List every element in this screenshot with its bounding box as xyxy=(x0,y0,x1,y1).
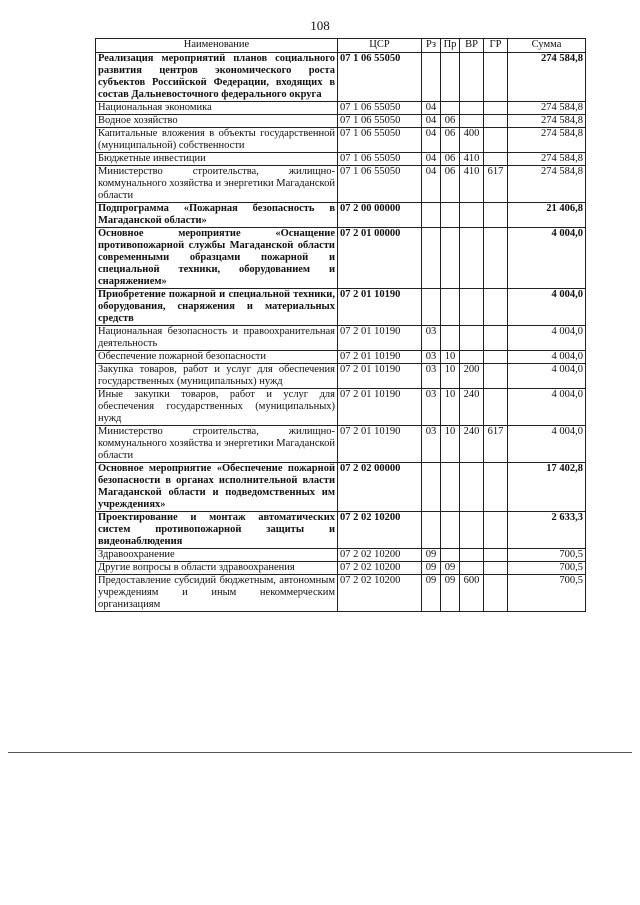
table-row xyxy=(96,562,586,575)
cell-pr: 10 xyxy=(441,351,460,364)
cell-rz xyxy=(422,228,441,289)
cell-rz: 03 xyxy=(422,389,441,426)
cell-name: Капитальные вложения в объекты государственной (муниципальной) собственности xyxy=(96,128,338,153)
cell-name: Иные закупки товаров, работ и услуг для обеспечения государственных (муниципальных) нужд xyxy=(96,389,338,426)
cell-pr: 06 xyxy=(441,115,460,128)
cell-name: Национальная экономика xyxy=(96,102,338,115)
cell-csr: 07 2 02 10200 xyxy=(338,575,422,612)
cell-name: Подпрограмма «Пожарная безопасность в Магаданской области» xyxy=(96,203,338,228)
table-row xyxy=(96,203,586,228)
cell-pr: 09 xyxy=(441,575,460,612)
cell-csr: 07 2 00 00000 xyxy=(338,203,422,228)
header-name: Наименование xyxy=(96,39,338,53)
cell-pr xyxy=(441,203,460,228)
cell-name: Министерство строительства, жилищно-коммунального хозяйства и энергетики Магаданской области xyxy=(96,166,338,203)
cell-name: Реализация мероприятий планов социального развития центров экономического роста субъектов Российской Федерации, входящих в состав Дальневосточного федерального округа xyxy=(96,53,338,102)
cell-name: Основное мероприятие «Оснащение противопожарной службы Магаданской области современными образцами пожарной и специальной техники, оборудованием и снаряжением» xyxy=(96,228,338,289)
cell-csr: 07 1 06 55050 xyxy=(338,166,422,203)
cell-vr: 240 xyxy=(460,426,484,463)
table-row xyxy=(96,389,586,426)
table-row xyxy=(96,351,586,364)
cell-rz: 04 xyxy=(422,102,441,115)
cell-vr xyxy=(460,102,484,115)
cell-rz: 03 xyxy=(422,326,441,351)
cell-gr xyxy=(484,575,508,612)
cell-gr xyxy=(484,562,508,575)
cell-gr: 617 xyxy=(484,426,508,463)
cell-vr xyxy=(460,463,484,512)
table-row xyxy=(96,512,586,549)
cell-rz xyxy=(422,203,441,228)
cell-csr: 07 1 06 55050 xyxy=(338,53,422,102)
cell-gr: 617 xyxy=(484,166,508,203)
cell-pr xyxy=(441,512,460,549)
cell-gr xyxy=(484,326,508,351)
cell-pr xyxy=(441,53,460,102)
cell-vr xyxy=(460,512,484,549)
table-row xyxy=(96,549,586,562)
cell-sum: 274 584,8 xyxy=(508,53,586,102)
cell-name: Другие вопросы в области здравоохранения xyxy=(96,562,338,575)
cell-csr: 07 2 02 10200 xyxy=(338,562,422,575)
table-row xyxy=(96,128,586,153)
cell-pr xyxy=(441,463,460,512)
cell-gr xyxy=(484,153,508,166)
cell-pr: 09 xyxy=(441,562,460,575)
cell-gr xyxy=(484,351,508,364)
cell-gr xyxy=(484,53,508,102)
cell-sum: 700,5 xyxy=(508,562,586,575)
cell-vr xyxy=(460,53,484,102)
cell-rz: 09 xyxy=(422,549,441,562)
cell-gr xyxy=(484,512,508,549)
cell-sum: 274 584,8 xyxy=(508,153,586,166)
table-row xyxy=(96,115,586,128)
cell-csr: 07 2 01 10190 xyxy=(338,326,422,351)
table-row xyxy=(96,326,586,351)
cell-rz: 03 xyxy=(422,426,441,463)
table-body xyxy=(96,53,586,612)
cell-sum: 4 004,0 xyxy=(508,389,586,426)
table-row xyxy=(96,102,586,115)
cell-name: Бюджетные инвестиции xyxy=(96,153,338,166)
cell-rz xyxy=(422,512,441,549)
header-vr: ВР xyxy=(460,39,484,53)
table-row xyxy=(96,364,586,389)
cell-gr xyxy=(484,203,508,228)
header-rz: Рз xyxy=(422,39,441,53)
cell-name: Приобретение пожарной и специальной техники, оборудования, снаряжения и материальных средств xyxy=(96,289,338,326)
cell-gr xyxy=(484,549,508,562)
table-row xyxy=(96,228,586,289)
table-row xyxy=(96,53,586,102)
cell-sum: 21 406,8 xyxy=(508,203,586,228)
cell-vr xyxy=(460,549,484,562)
table-header-row xyxy=(96,39,586,53)
cell-csr: 07 1 06 55050 xyxy=(338,128,422,153)
cell-pr: 06 xyxy=(441,153,460,166)
cell-vr: 410 xyxy=(460,153,484,166)
header-sum: Сумма xyxy=(508,39,586,53)
cell-name: Водное хозяйство xyxy=(96,115,338,128)
cell-pr: 06 xyxy=(441,128,460,153)
cell-vr xyxy=(460,228,484,289)
cell-vr xyxy=(460,115,484,128)
cell-name: Министерство строительства, жилищно-коммунального хозяйства и энергетики Магаданской области xyxy=(96,426,338,463)
cell-vr: 240 xyxy=(460,389,484,426)
cell-vr: 600 xyxy=(460,575,484,612)
cell-rz: 09 xyxy=(422,562,441,575)
table-row xyxy=(96,463,586,512)
cell-rz: 04 xyxy=(422,153,441,166)
cell-csr: 07 2 01 10190 xyxy=(338,364,422,389)
cell-vr: 200 xyxy=(460,364,484,389)
cell-csr: 07 1 06 55050 xyxy=(338,115,422,128)
cell-vr xyxy=(460,326,484,351)
cell-rz xyxy=(422,53,441,102)
header-pr: Пр xyxy=(441,39,460,53)
cell-vr: 400 xyxy=(460,128,484,153)
cell-csr: 07 2 01 10190 xyxy=(338,289,422,326)
cell-pr xyxy=(441,289,460,326)
cell-name: Основное мероприятие «Обеспечение пожарной безопасности в органах исполнительной власти Магаданской области и подведомственных им учреждениях» xyxy=(96,463,338,512)
cell-sum: 700,5 xyxy=(508,575,586,612)
cell-name: Предоставление субсидий бюджетным, автономным учреждениям и иным некоммерческим организациям xyxy=(96,575,338,612)
cell-gr xyxy=(484,228,508,289)
cell-vr xyxy=(460,289,484,326)
cell-name: Обеспечение пожарной безопасности xyxy=(96,351,338,364)
cell-csr: 07 2 02 10200 xyxy=(338,512,422,549)
cell-csr: 07 1 06 55050 xyxy=(338,102,422,115)
table-row xyxy=(96,166,586,203)
table-row xyxy=(96,575,586,612)
cell-gr xyxy=(484,102,508,115)
cell-pr xyxy=(441,102,460,115)
cell-rz: 04 xyxy=(422,128,441,153)
cell-gr xyxy=(484,128,508,153)
cell-vr xyxy=(460,562,484,575)
cell-sum: 4 004,0 xyxy=(508,289,586,326)
cell-sum: 4 004,0 xyxy=(508,426,586,463)
cell-sum: 4 004,0 xyxy=(508,364,586,389)
header-gr: ГР xyxy=(484,39,508,53)
cell-pr: 10 xyxy=(441,389,460,426)
cell-gr xyxy=(484,389,508,426)
cell-rz xyxy=(422,463,441,512)
cell-sum: 4 004,0 xyxy=(508,351,586,364)
cell-gr xyxy=(484,463,508,512)
cell-pr: 10 xyxy=(441,364,460,389)
cell-rz: 04 xyxy=(422,115,441,128)
table-row xyxy=(96,153,586,166)
cell-sum: 274 584,8 xyxy=(508,102,586,115)
cell-sum: 274 584,8 xyxy=(508,128,586,153)
cell-csr: 07 2 02 00000 xyxy=(338,463,422,512)
cell-pr xyxy=(441,228,460,289)
cell-gr xyxy=(484,364,508,389)
cell-sum: 274 584,8 xyxy=(508,166,586,203)
cell-gr xyxy=(484,115,508,128)
cell-sum: 17 402,8 xyxy=(508,463,586,512)
cell-rz: 09 xyxy=(422,575,441,612)
cell-csr: 07 2 01 10190 xyxy=(338,389,422,426)
cell-name: Национальная безопасность и правоохранительная деятельность xyxy=(96,326,338,351)
cell-pr: 06 xyxy=(441,166,460,203)
table-row xyxy=(96,289,586,326)
header-csr: ЦСР xyxy=(338,39,422,53)
cell-name: Закупка товаров, работ и услуг для обеспечения государственных (муниципальных) нужд xyxy=(96,364,338,389)
cell-rz xyxy=(422,289,441,326)
table-row xyxy=(96,426,586,463)
cell-pr: 10 xyxy=(441,426,460,463)
cell-csr: 07 2 02 10200 xyxy=(338,549,422,562)
cell-vr xyxy=(460,351,484,364)
bottom-divider xyxy=(8,752,632,753)
cell-csr: 07 2 01 00000 xyxy=(338,228,422,289)
cell-vr xyxy=(460,203,484,228)
cell-sum: 4 004,0 xyxy=(508,326,586,351)
cell-pr xyxy=(441,326,460,351)
budget-table xyxy=(95,38,586,612)
cell-vr: 410 xyxy=(460,166,484,203)
cell-csr: 07 2 01 10190 xyxy=(338,351,422,364)
cell-sum: 4 004,0 xyxy=(508,228,586,289)
cell-pr xyxy=(441,549,460,562)
cell-csr: 07 1 06 55050 xyxy=(338,153,422,166)
cell-sum: 700,5 xyxy=(508,549,586,562)
page-number: 108 xyxy=(310,18,330,33)
cell-sum: 2 633,3 xyxy=(508,512,586,549)
cell-rz: 03 xyxy=(422,351,441,364)
cell-rz: 03 xyxy=(422,364,441,389)
cell-name: Проектирование и монтаж автоматических систем противопожарной защиты и видеонаблюдения xyxy=(96,512,338,549)
cell-rz: 04 xyxy=(422,166,441,203)
cell-csr: 07 2 01 10190 xyxy=(338,426,422,463)
cell-gr xyxy=(484,289,508,326)
cell-sum: 274 584,8 xyxy=(508,115,586,128)
cell-name: Здравоохранение xyxy=(96,549,338,562)
